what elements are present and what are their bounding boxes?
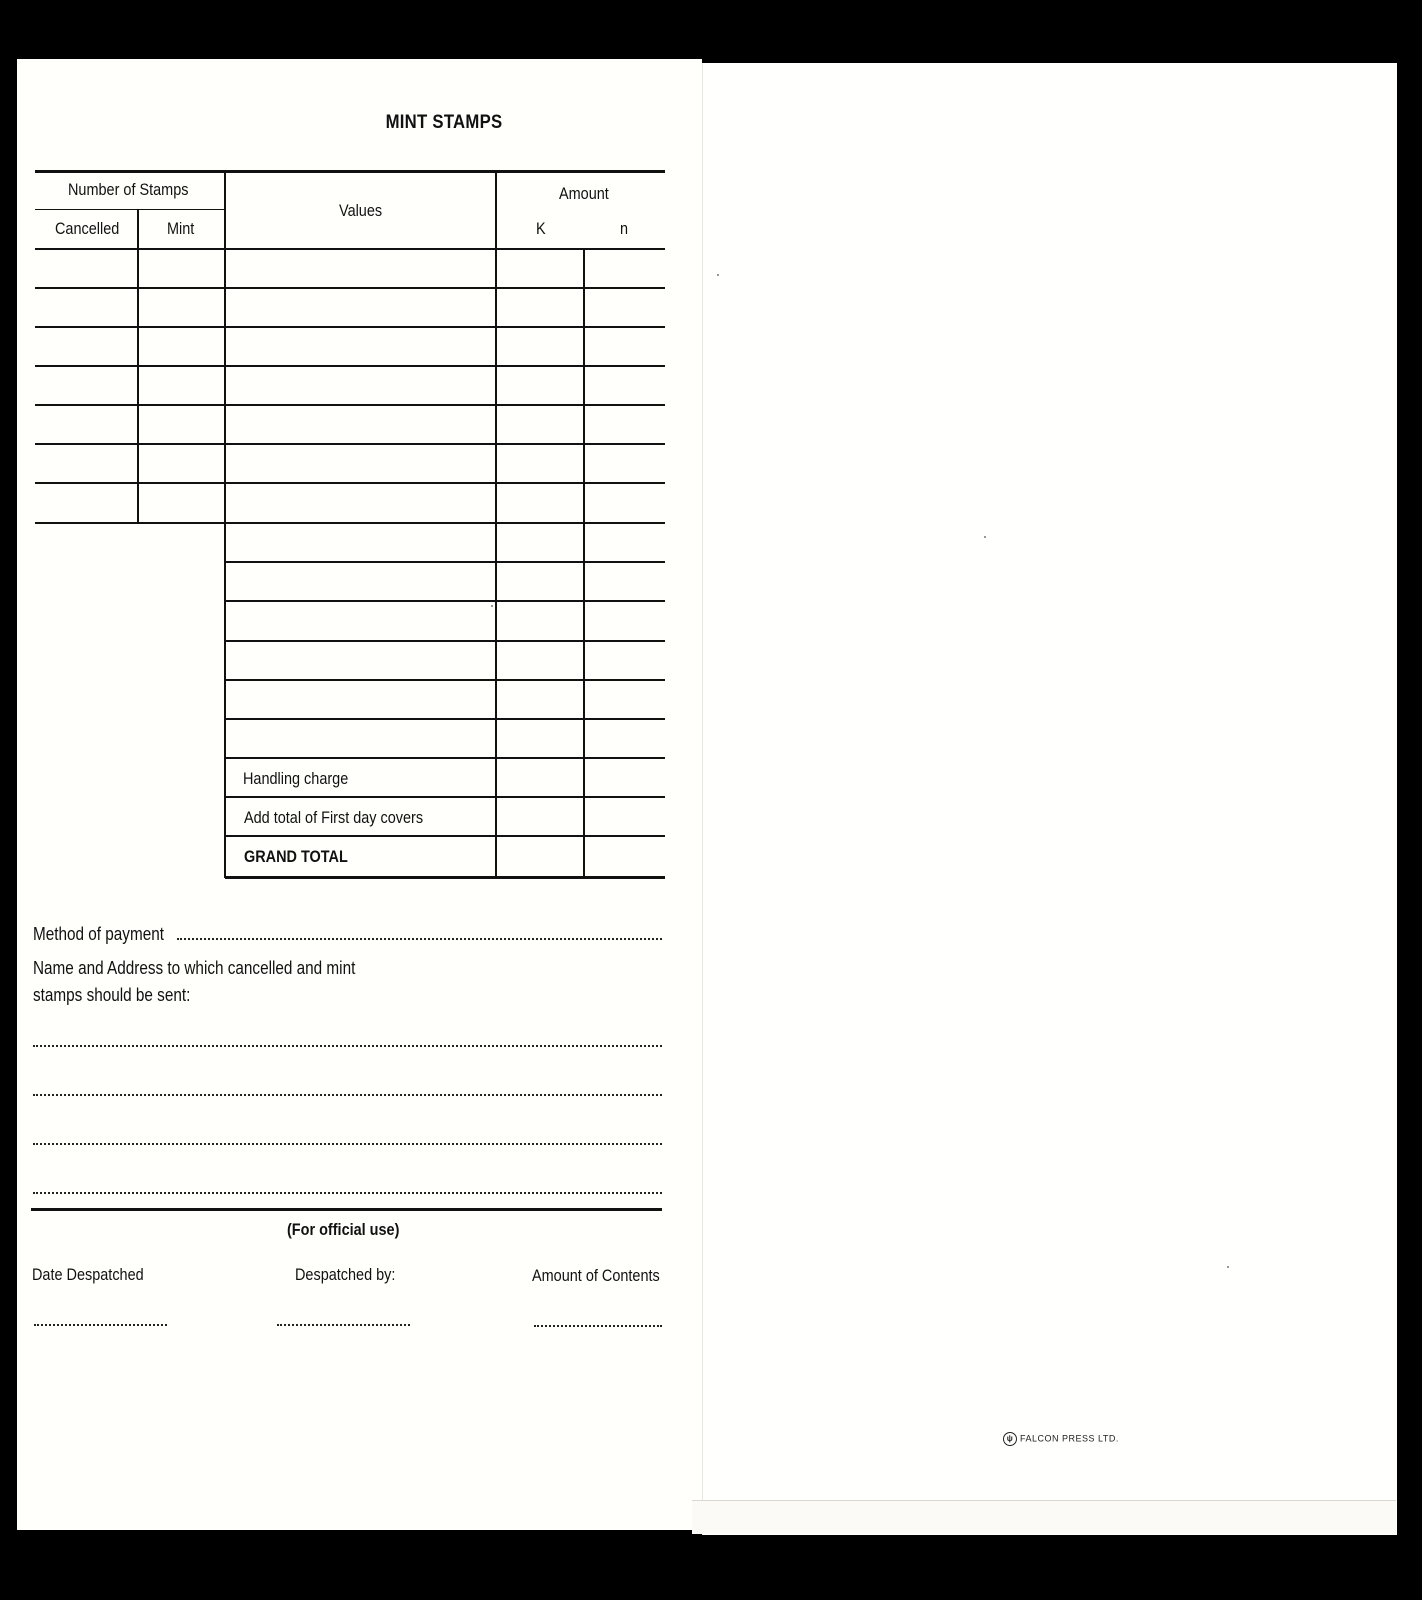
- header-mint: Mint: [167, 219, 195, 238]
- row-rule: [35, 404, 665, 406]
- form-sheet-left: [17, 59, 702, 1530]
- address-line-2[interactable]: [33, 1094, 662, 1096]
- row-rule: [35, 443, 665, 445]
- header-cancelled: Cancelled: [55, 219, 120, 238]
- despatched-by-field[interactable]: [277, 1324, 410, 1326]
- row-rule: [225, 679, 665, 681]
- row-rule: [35, 287, 665, 289]
- header-k: K: [536, 219, 546, 238]
- despatched-by-label: Despatched by:: [295, 1265, 396, 1284]
- printer-name: FALCON PRESS LTD.: [1020, 1433, 1119, 1444]
- paper-speck: [1227, 1266, 1229, 1268]
- paper-speck: [491, 605, 493, 607]
- address-line-3[interactable]: [33, 1143, 662, 1145]
- header-number-of-stamps: Number of Stamps: [68, 180, 189, 199]
- row-rule: [225, 561, 665, 563]
- printer-mark: [1003, 1432, 1119, 1446]
- date-despatched-field[interactable]: [34, 1324, 167, 1326]
- row-rule: [225, 640, 665, 642]
- falcon-logo-icon: ψ: [1003, 1432, 1017, 1446]
- amount-of-contents-field[interactable]: [534, 1325, 662, 1327]
- date-despatched-label: Date Despatched: [32, 1265, 144, 1284]
- col-rule-cancelled-mint: [137, 209, 139, 523]
- table-bottom-rule: [225, 876, 665, 879]
- blank-sheet-right: [702, 63, 1397, 1535]
- amount-of-contents-label: Amount of Contents: [532, 1266, 660, 1285]
- header-values: Values: [339, 201, 383, 220]
- paper-speck: [717, 274, 719, 276]
- table-top-rule: [35, 170, 665, 173]
- col-rule-k-n: [583, 249, 585, 878]
- row-rule: [225, 600, 665, 602]
- row-rule: [225, 835, 665, 837]
- row-first-day-covers: Add total of First day covers: [244, 808, 424, 827]
- row-rule: [35, 522, 665, 524]
- row-handling-charge: Handling charge: [243, 769, 349, 788]
- official-use-rule: [31, 1208, 662, 1211]
- col-rule-values-right: [495, 171, 497, 878]
- header-n: n: [620, 219, 629, 238]
- page-title: MINT STAMPS: [385, 112, 503, 133]
- row-rule: [225, 757, 665, 759]
- row-rule: [225, 718, 665, 720]
- row-grand-total: GRAND TOTAL: [244, 847, 348, 866]
- row-rule: [225, 796, 665, 798]
- header-amount: Amount: [559, 184, 609, 203]
- method-of-payment-label: Method of payment: [33, 924, 164, 944]
- address-line-4[interactable]: [33, 1192, 662, 1194]
- header-subrule: [35, 209, 225, 210]
- row-rule: [35, 365, 665, 367]
- address-prompt-line1: Name and Address to which cancelled and mint: [33, 958, 356, 978]
- method-of-payment-field[interactable]: [177, 938, 662, 940]
- folded-edge: [692, 1500, 1396, 1534]
- row-rule: [35, 326, 665, 328]
- address-prompt-line2: stamps should be sent:: [33, 985, 191, 1005]
- row-rule: [35, 482, 665, 484]
- address-line-1[interactable]: [33, 1045, 662, 1047]
- col-rule-values-left: [224, 171, 226, 878]
- official-use-heading: (For official use): [287, 1220, 400, 1239]
- header-bottom-rule: [35, 248, 665, 250]
- paper-speck: [984, 536, 986, 538]
